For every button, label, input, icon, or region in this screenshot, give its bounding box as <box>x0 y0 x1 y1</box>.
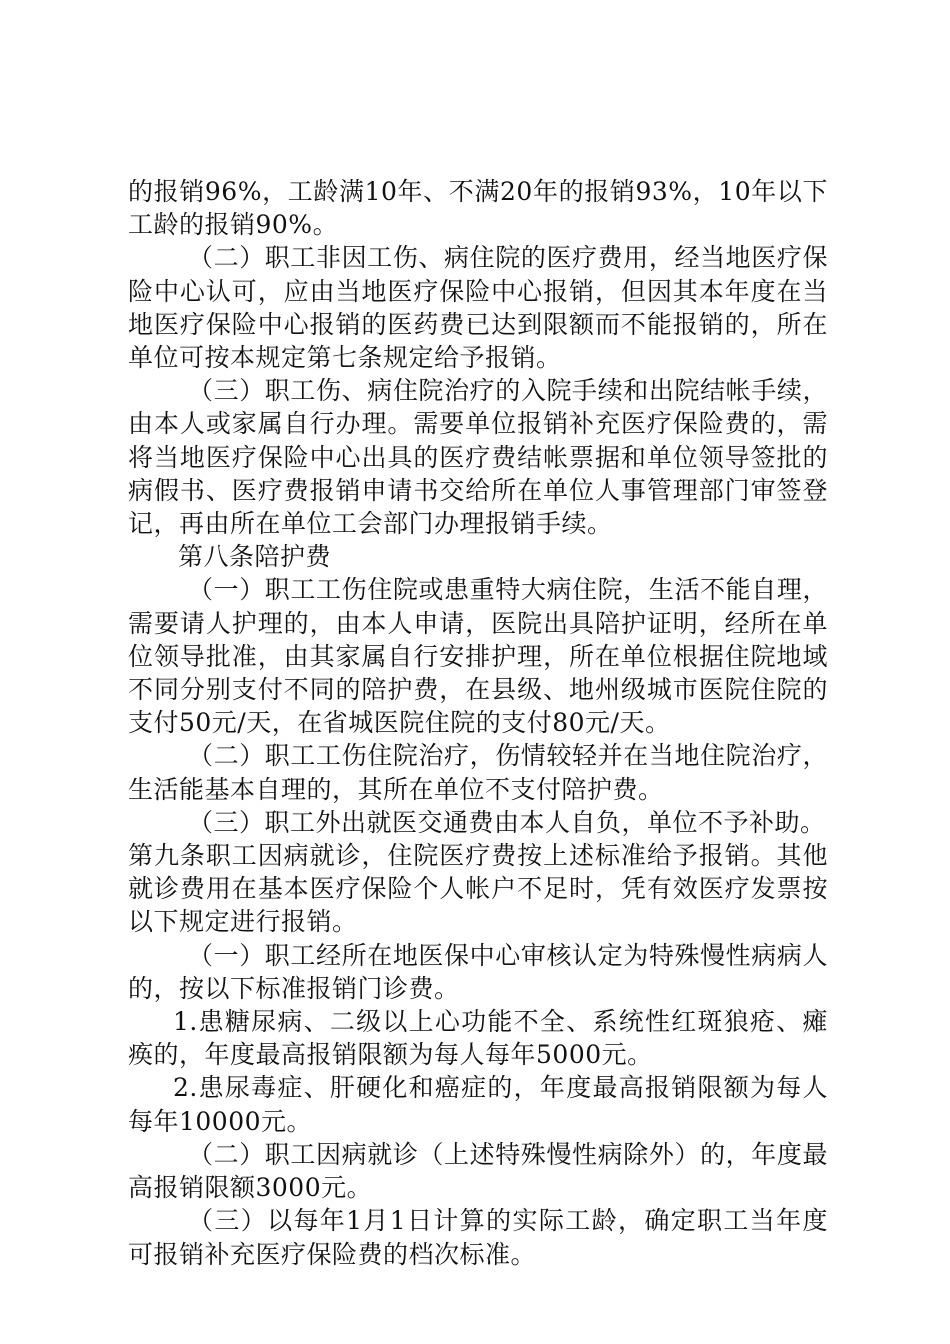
article-9-paragraph: 第九条职工因病就诊，住院医疗费按上述标准给予报销。其他就诊费用在基本医疗保险个人帐户不足时，凭有效医疗发票按以下规定进行报销。 <box>128 841 828 937</box>
paragraph-nursing-fee: （一）职工工伤住院或患重特大病住院，生活不能自理，需要请人护理的，由本人申请，医院出具陪护证明，经所在单位领导批准，由其家属自行安排护理，所在单位根据住院地域不同分别支付不同的陪护费，在县级、地州级城市医院住院的支付50元/天，在省城医院住院的支付80元/天。 <box>128 575 828 738</box>
paragraph-chronic-disease: （一）职工经所在地医保中心审核认定为特殊慢性病病人的，按以下标准报销门诊费。 <box>128 940 828 1003</box>
paragraph-minor-injury-no-nursing: （二）职工工伤住院治疗，伤情较轻并在当地住院治疗，生活能基本自理的，其所在单位不支付陪护费。 <box>128 741 828 804</box>
paragraph-non-work-injury-hospitalization: （二）职工非因工伤、病住院的医疗费用，经当地医疗保险中心认可，应由当地医疗保险中心报销，但因其本年度在当地医疗保险中心报销的医药费已达到限额而不能报销的，所在单位可按本规定第七条规定给予报销。 <box>128 243 828 373</box>
article-8-heading: 第八条陪护费 <box>178 542 332 572</box>
paragraph-reimbursement-tiers: 的报销96%，工龄满10年、不满20年的报销93%，10年以下工龄的报销90%。 <box>128 177 828 240</box>
document-body <box>128 175 828 1271</box>
paragraph-general-outpatient-limit: （二）职工因病就诊（上述特殊慢性病除外）的，年度最高报销限额3000元。 <box>128 1139 828 1203</box>
paragraph-admission-procedures: （三）职工伤、病住院治疗的入院手续和出院结帐手续，由本人或家属自行办理。需要单位报销补充医疗保险费的，需将当地医疗保险中心出具的医疗费结帐票据和单位领导签批的病假书、医疗费报销申请书交给所在单位人事管理部门审签登记，再由所在单位工会部门办理报销手续。 <box>128 376 828 539</box>
list-item-uremia-limit: 2.患尿毒症、肝硬化和癌症的，年度最高报销限额为每人每年10000元。 <box>128 1073 828 1136</box>
list-item-diabetes-limit: 1.患糖尿病、二级以上心功能不全、系统性红斑狼疮、瘫痪的，年度最高报销限额为每人每年5000元。 <box>128 1007 828 1070</box>
paragraph-seniority-standard: （三）以每年1月1日计算的实际工龄，确定职工当年度可报销补充医疗保险费的档次标准。 <box>128 1206 828 1269</box>
paragraph-transport-fee: （三）职工外出就医交通费由本人自负，单位不予补助。 <box>188 807 826 837</box>
